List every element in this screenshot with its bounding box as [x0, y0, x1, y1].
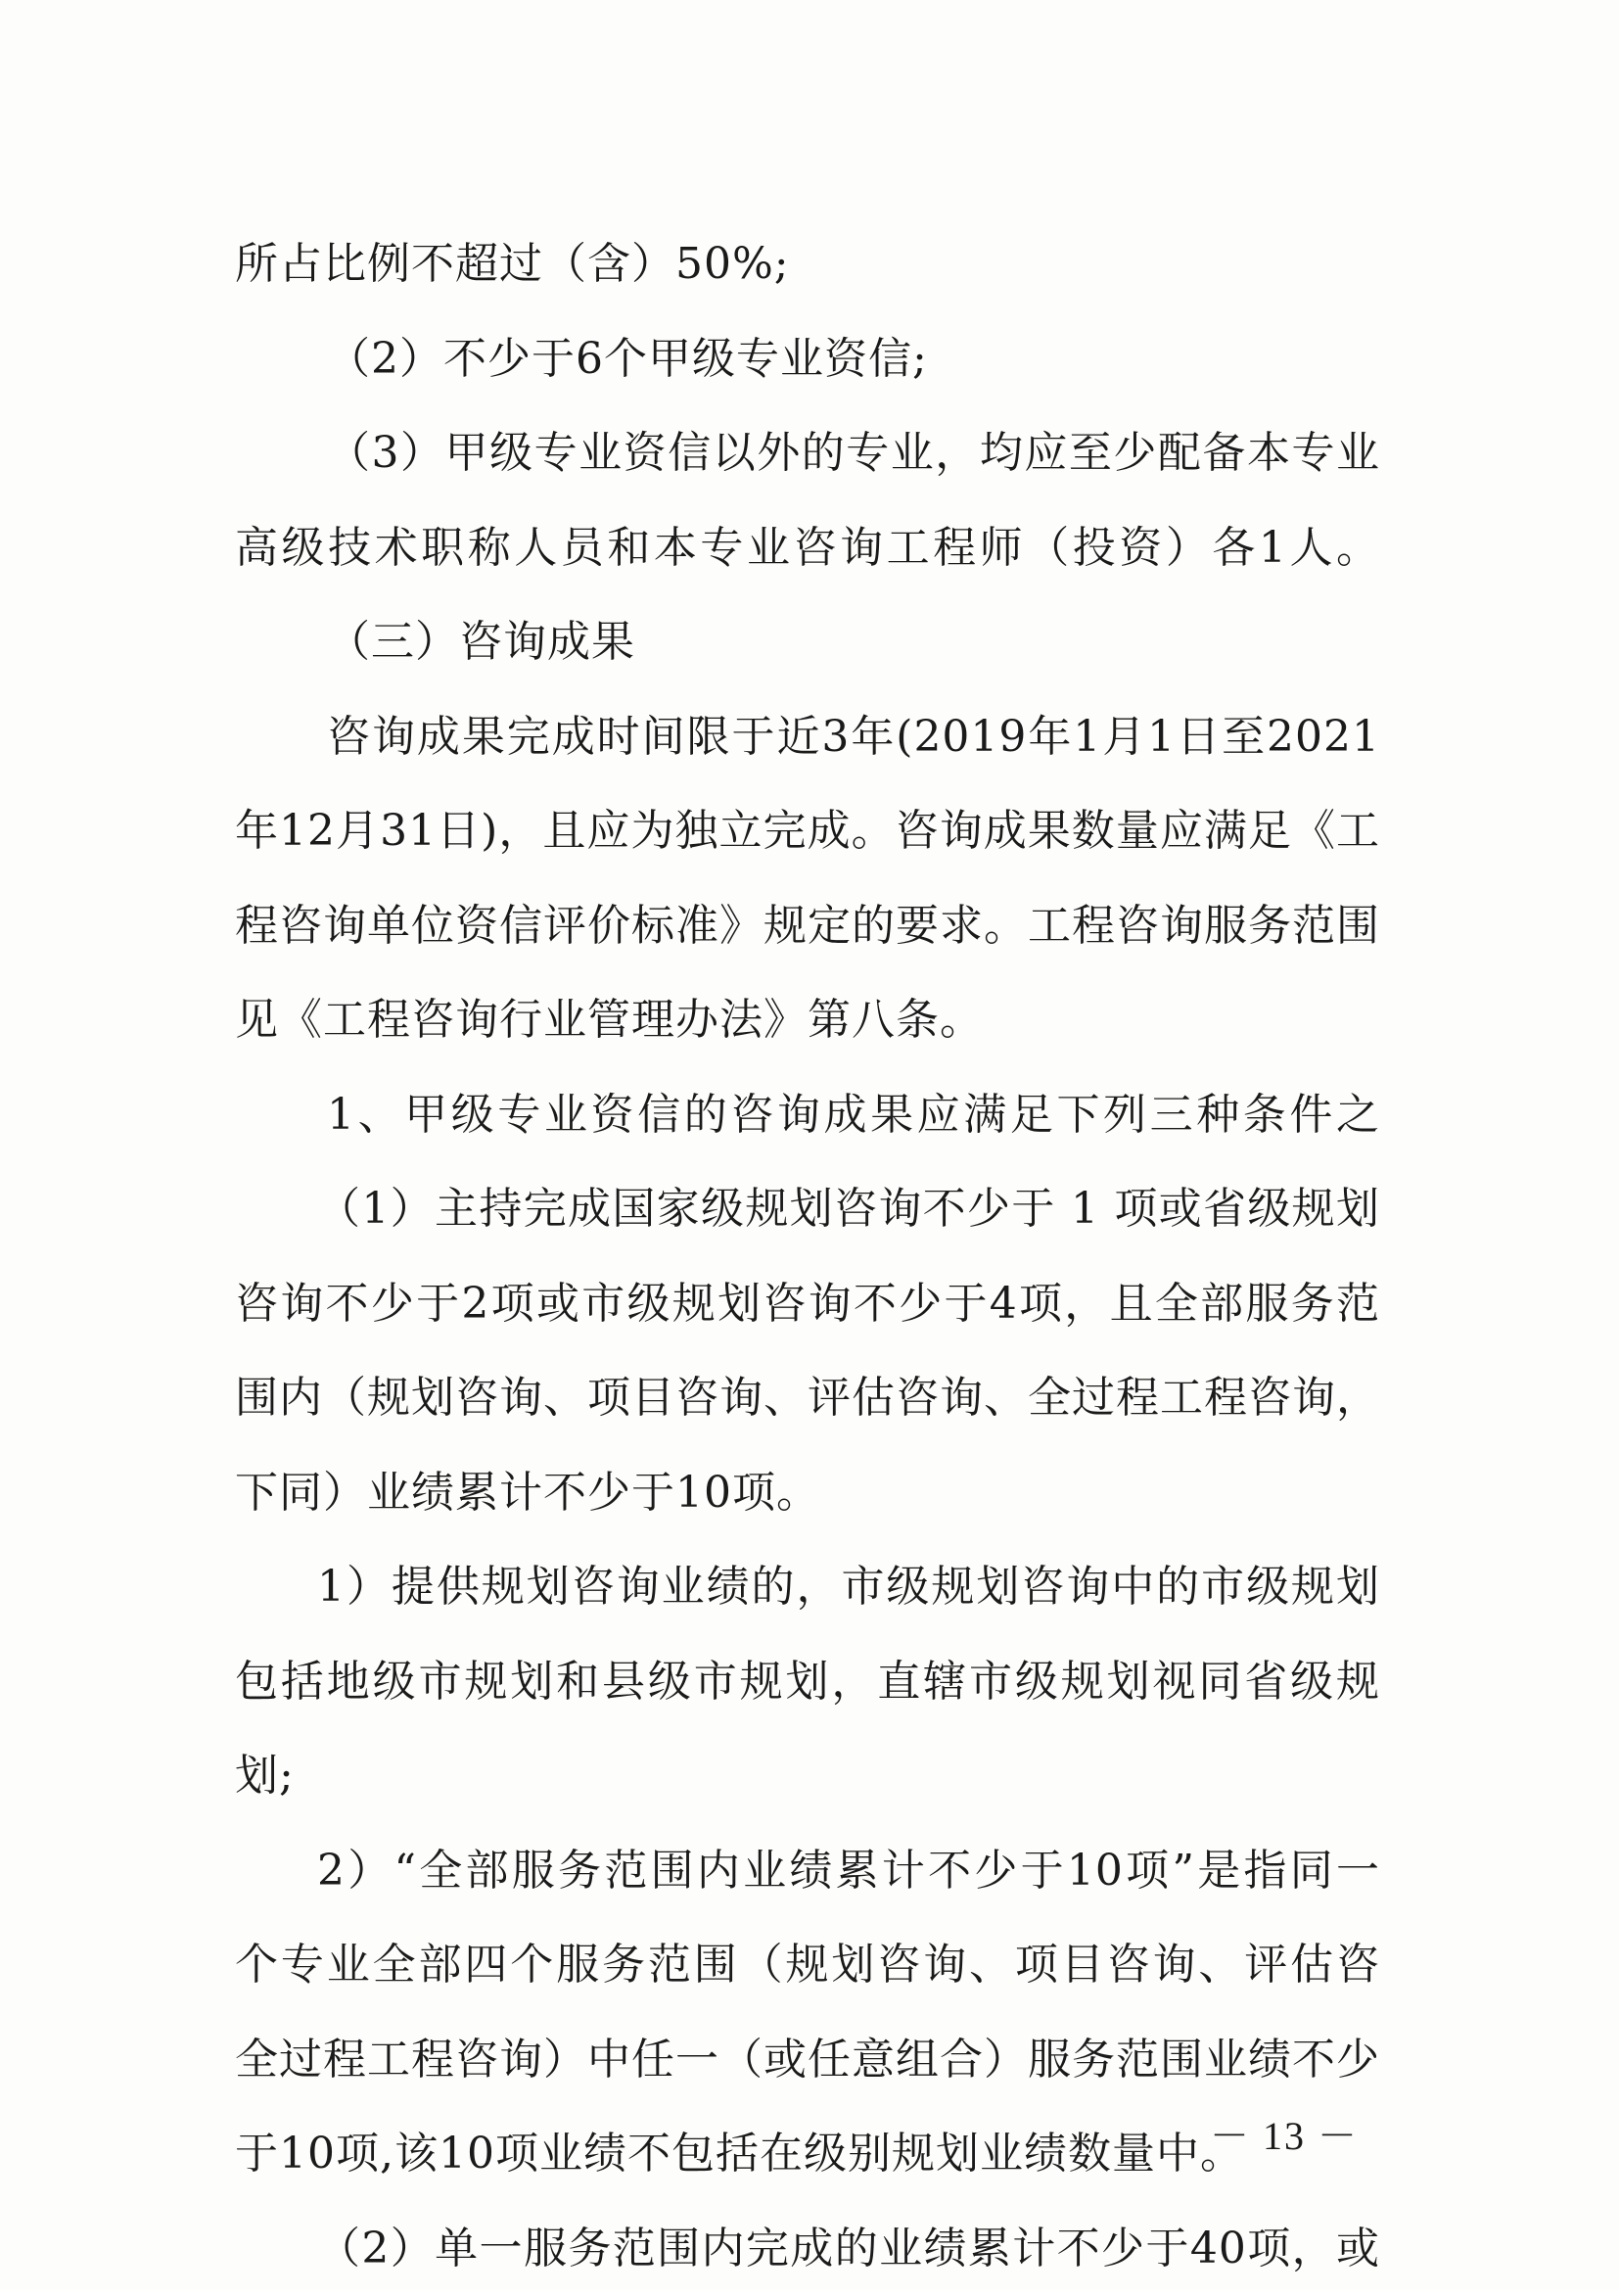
text-line: 全过程工程咨询）中任一（或任意组合）服务范围业绩不少: [235, 2013, 1380, 2108]
body-text: [235, 217, 1380, 2296]
text-line: 2）“全部服务范围内业绩累计不少于10项”是指同一: [235, 1824, 1380, 1919]
text-line: 所占比例不超过（含）50%;: [235, 217, 1380, 312]
text-line: 高级技术职称人员和本专业咨询工程师（投资）各1人。: [235, 501, 1380, 596]
section-heading: （三）咨询成果: [235, 595, 1380, 690]
text-line: 咨询不少于2项或市级规划咨询不少于4项，且全部服务范: [235, 1257, 1380, 1352]
text-line: （2）单一服务范围内完成的业绩累计不少于40项，或: [235, 2202, 1380, 2296]
text-line: 于10项,该10项业绩不包括在级别规划业绩数量中。: [235, 2107, 1380, 2202]
text-line: （3）甲级专业资信以外的专业，均应至少配备本专业: [235, 406, 1380, 501]
text-line: 下同）业绩累计不少于10项。: [235, 1446, 1380, 1541]
text-line: 年12月31日)，且应为独立完成。咨询成果数量应满足《工: [235, 784, 1380, 879]
text-line: 1、甲级专业资信的咨询成果应满足下列三种条件之: [235, 1068, 1380, 1163]
text-line: 见《工程咨询行业管理办法》第八条。: [235, 973, 1380, 1068]
text-line: 包括地级市规划和县级市规划，直辖市级规划视同省级规: [235, 1635, 1380, 1730]
text-line: 划;: [235, 1729, 1380, 1824]
text-line: （2）不少于6个甲级专业资信;: [235, 312, 1380, 407]
text-line: （1）主持完成国家级规划咨询不少于 1 项或省级规划: [235, 1162, 1380, 1257]
page-number: － 13 －: [1210, 2105, 1359, 2161]
text-line: 1）提供规划咨询业绩的，市级规划咨询中的市级规划: [235, 1540, 1380, 1635]
text-line: 程咨询单位资信评价标准》规定的要求。工程咨询服务范围: [235, 879, 1380, 974]
text-line: 咨询成果完成时间限于近3年(2019年1月1日至2021: [235, 690, 1380, 785]
text-line: 围内（规划咨询、项目咨询、评估咨询、全过程工程咨询，: [235, 1351, 1380, 1446]
text-line: 个专业全部四个服务范围（规划咨询、项目咨询、评估咨: [235, 1918, 1380, 2013]
